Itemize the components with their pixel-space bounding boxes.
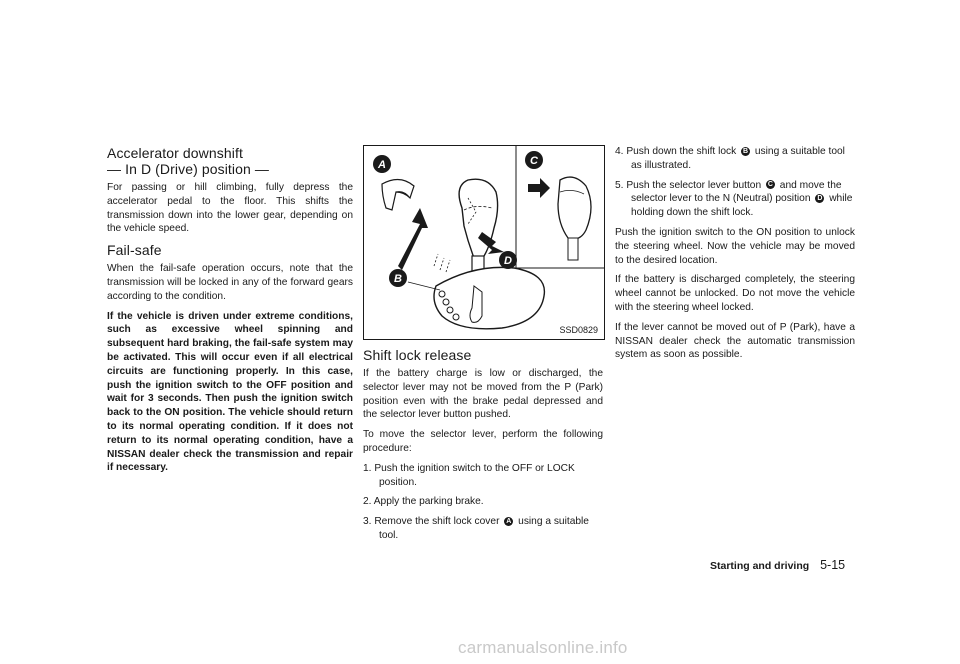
svg-text:D: D	[504, 255, 512, 267]
heading-line-2: — In D (Drive) position —	[107, 161, 269, 177]
paragraph: Push the ignition switch to the ON position to unlock the steering wheel. Now the vehicle may be moved to the desired location.	[615, 226, 855, 266]
circle-a-icon: A	[506, 517, 512, 525]
heading-shift-lock-release: Shift lock release	[363, 347, 472, 363]
heading-line-1: Accelerator downshift	[107, 145, 243, 161]
label-c-icon	[525, 151, 543, 169]
shift-lock-illustration	[363, 145, 605, 340]
paragraph: When the fail-safe operation occurs, note that the transmission will be locked in any of the forward gears according to the condition.	[107, 263, 353, 302]
list-item	[615, 145, 855, 173]
svg-text:C: C	[530, 155, 538, 167]
watermark-text[interactable]: carmanualsonline.info	[458, 638, 628, 657]
circle-d-icon: D	[817, 195, 823, 203]
list-item	[363, 515, 603, 543]
label-a-icon	[373, 155, 391, 173]
label-b-icon	[389, 269, 407, 287]
list-item: 2. Apply the parking brake.	[363, 496, 484, 508]
warning-paragraph: If the vehicle is driven under extreme conditions, such as excessive wheel spinning and subsequent hard braking, the fail-safe system may be activated. This will occur even if all electrical circuits are functioning properly. In this case, push the ignition switch to the OFF position and wait for 3 seconds. Then push the ignition switch back to the ON position. The vehicle should return to its normal operating condition. If it does not return to its normal operating condition, have a NISSAN dealer check the transmission and repair if necessary.	[107, 310, 353, 474]
step-text: 5. Push the selector lever button	[615, 179, 762, 191]
svg-text:A: A	[378, 159, 386, 171]
step-text: using a suitable tool as illustrated.	[631, 146, 845, 171]
list-item: 1. Push the ignition switch to the OFF or LOCK position.	[363, 462, 575, 488]
paragraph: If the battery is discharged completely, the steering wheel cannot be unlocked. Do not move the vehicle with the steering wheel locked.	[615, 274, 855, 313]
left-column	[107, 145, 353, 481]
middle-column	[363, 145, 603, 549]
shift-lever-diagram	[364, 146, 604, 339]
section-name: Starting and driving	[710, 560, 810, 572]
svg-text:B: B	[394, 273, 402, 285]
heading-accelerator-downshift	[107, 145, 353, 177]
right-column	[615, 145, 855, 368]
page-number: 5-15	[820, 558, 846, 572]
paragraph: To move the selector lever, perform the following procedure:	[363, 429, 603, 454]
paragraph: If the battery charge is low or discharged, the selector lever may not be moved from the P (Park) position even with the brake pedal depressed and the selector lever button pushed.	[363, 368, 603, 421]
circle-b-icon: B	[743, 147, 749, 155]
label-d-icon	[499, 251, 517, 269]
step-text: 3. Remove the shift lock cover	[363, 516, 500, 528]
list-item	[615, 179, 855, 220]
paragraph: For passing or hill climbing, fully depress the accelerator pedal to the floor. This shifts the transmission down into the lower gear, depending on the vehicle speed.	[107, 182, 353, 235]
heading-fail-safe: Fail-safe	[107, 242, 162, 259]
circle-c-icon: C	[767, 181, 773, 189]
page-footer	[710, 558, 845, 572]
paragraph: If the lever cannot be moved out of P (Park), have a NISSAN dealer check the automatic transmission system as soon as possible.	[615, 321, 855, 361]
figure-code: SSD0829	[559, 325, 598, 335]
procedure-list-continued	[615, 145, 855, 220]
step-text: 4. Push down the shift lock	[615, 146, 737, 157]
step-text: and move the selector lever to the N (Neutral) position	[631, 179, 842, 205]
step-text: while holding down the shift lock.	[631, 193, 853, 219]
step-text: using a suitable tool.	[379, 516, 589, 541]
procedure-list	[363, 462, 603, 543]
